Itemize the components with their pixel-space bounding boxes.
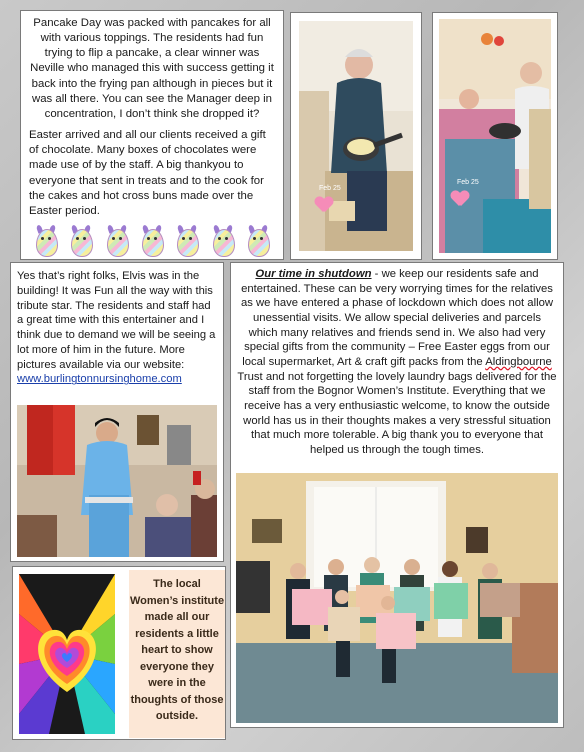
manager-pancake-photo — [439, 19, 551, 253]
elvis-photo — [17, 405, 217, 557]
heart-sticker-icon — [315, 197, 333, 213]
easter-egg-icon — [245, 225, 271, 257]
shutdown-panel — [230, 262, 564, 728]
pancake-paragraph: Pancake Day was packed with pancakes for all with various toppings. The residents had fun trying to flip a pancake, a clear winner was Neville who managed this with success getting it back into the frying pan although in pieces but it was all there. You can see the Manager deep in concentration, I don’t think she dropped it? — [30, 17, 274, 120]
elvis-panel — [10, 262, 224, 562]
shutdown-body-end: Trust and not forgetting the lovely laundry bags delivered for the staff from the Bognor Women’s Institute. Everything that we receive has a very enthusiastic welcome, to know the outside world has us in their thoughts makes a very stressful situation that much more tolerable. A big thank you to everyone that helped us through the tough times. — [237, 370, 557, 457]
easter-paragraph: Easter arrived and all our clients received a gift of chocolate. Many boxes of chocolates were made use of by the staff. A big thankyou to everyone that sent in treats and to the cook for the cakes and hot cross buns made over the Easter period. — [29, 129, 266, 217]
easter-egg-icon — [68, 225, 94, 257]
heart-sticker-icon — [451, 191, 469, 207]
elvis-paragraph — [17, 269, 217, 387]
laundry-bags-group-photo — [236, 473, 558, 723]
easter-egg-icon — [33, 225, 59, 257]
elvis-text: Yes that’s right folks, Elvis was in the building! It was Fun all the way with this tribute star. The residents and staff had a great time with this entertainer and I think due to demand we will be seeing a lot more of him in the future. More pictures available via our website: — [17, 270, 216, 371]
photo-caption: Feb 25 — [457, 179, 479, 186]
pancake-flip-photo — [299, 21, 413, 251]
shutdown-paragraph — [237, 267, 557, 458]
womens-institute-panel — [12, 566, 226, 740]
manager-pancake-image — [439, 19, 551, 253]
easter-egg-icon — [104, 225, 130, 257]
easter-egg-row — [29, 225, 275, 257]
easter-egg-icon — [174, 225, 200, 257]
womens-institute-text: The local Women’s institute made all our residents a little heart to show everyone they were in the thoughts of those outside. — [129, 570, 225, 738]
easter-egg-icon — [139, 225, 165, 257]
shutdown-body-start: - we keep our residents safe and entertained. These can be very worrying times for the relatives as we have entered a phase of lockdown which does not allow unessential visits. We allow special deliveries and parcels which many relatives and friends send in. We also had very special gifts from the community – Free Easter eggs from our local supermarket, Art & craft gift packs from the — [240, 268, 554, 369]
shutdown-heading: Our time in shutdown — [255, 268, 372, 280]
easter-egg-icon — [210, 225, 236, 257]
staff-group-image — [236, 473, 558, 723]
website-link[interactable]: www.burlingtonnursinghome.com — [17, 373, 182, 386]
elvis-tribute-image — [17, 405, 217, 557]
trust-name: Aldingbourne — [485, 356, 552, 369]
pancake-easter-panel — [20, 10, 284, 260]
pancake-photo-panel — [290, 12, 422, 260]
manager-photo-panel — [432, 12, 558, 260]
knitted-heart-photo — [19, 574, 115, 734]
rainbow-heart-image — [19, 574, 115, 734]
pancake-flip-image — [299, 21, 413, 251]
photo-caption: Feb 25 — [319, 185, 341, 192]
